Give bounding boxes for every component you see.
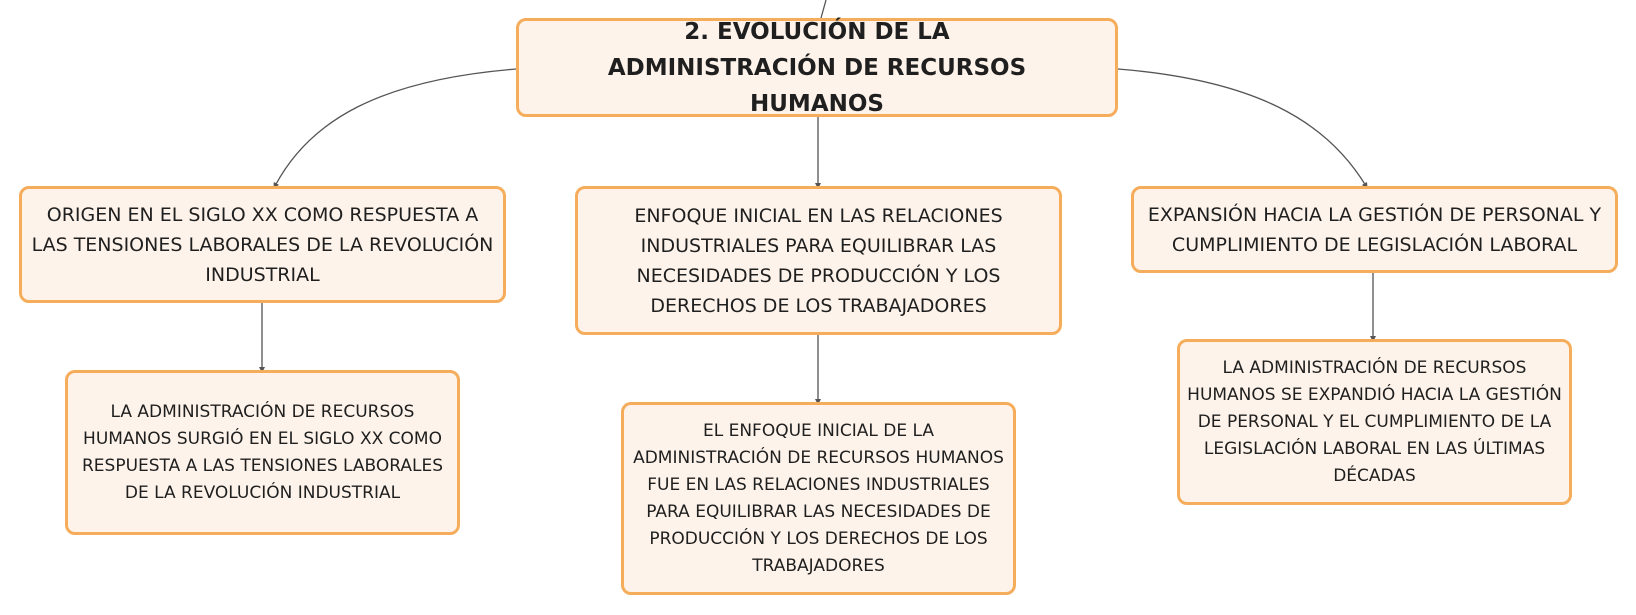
branch-expansion-label: EXPANSIÓN HACIA LA GESTIÓN DE PERSONAL Y CUMPLIMIENTO DE LEGISLACIÓN LABORAL	[1147, 203, 1602, 256]
connector-root-to-branch-3	[1118, 69, 1366, 186]
branch-initial-focus-label: ENFOQUE INICIAL EN LAS RELACIONES INDUSTRIALES PARA EQUILIBRAR LAS NECESIDADES DE PRODUCCIÓN Y LOS DERECHOS DE LOS TRABAJADORES	[634, 204, 1003, 317]
detail-expansion-label: LA ADMINISTRACIÓN DE RECURSOS HUMANOS SE EXPANDIÓ HACIA LA GESTIÓN DE PERSONAL Y EL CUMPLIMIENTO DE LA LEGISLACIÓN LABORAL EN LAS ÚLTIMAS DÉCADAS	[1187, 357, 1562, 486]
root-topic-label: 2. EVOLUCIÓN DE LA ADMINISTRACIÓN DE RECURSOS HUMANOS	[607, 18, 1027, 117]
detail-expansion-node[interactable]	[1177, 339, 1572, 505]
branch-origin-node[interactable]	[19, 186, 506, 303]
branch-expansion-node[interactable]	[1131, 186, 1618, 273]
detail-initial-focus-label: EL ENFOQUE INICIAL DE LA ADMINISTRACIÓN DE RECURSOS HUMANOS FUE EN LAS RELACIONES INDUSTRIALES PARA EQUILIBRAR LAS NECESIDADES DE PRODUCCIÓN Y LOS DERECHOS DE LOS TRABAJADORES	[633, 420, 1004, 576]
branch-origin-label: ORIGEN EN EL SIGLO XX COMO RESPUESTA A LAS TENSIONES LABORALES DE LA REVOLUCIÓN INDUSTRIAL	[31, 203, 494, 286]
branch-initial-focus-node[interactable]	[575, 186, 1062, 335]
detail-origin-node[interactable]	[65, 370, 460, 535]
detail-initial-focus-node[interactable]	[621, 402, 1016, 595]
detail-origin-label: LA ADMINISTRACIÓN DE RECURSOS HUMANOS SURGIÓ EN EL SIGLO XX COMO RESPUESTA A LAS TENSIONES LABORALES DE LA REVOLUCIÓN INDUSTRIAL	[81, 401, 444, 503]
root-topic-node[interactable]	[516, 18, 1118, 117]
connector-root-to-branch-1	[275, 69, 516, 186]
